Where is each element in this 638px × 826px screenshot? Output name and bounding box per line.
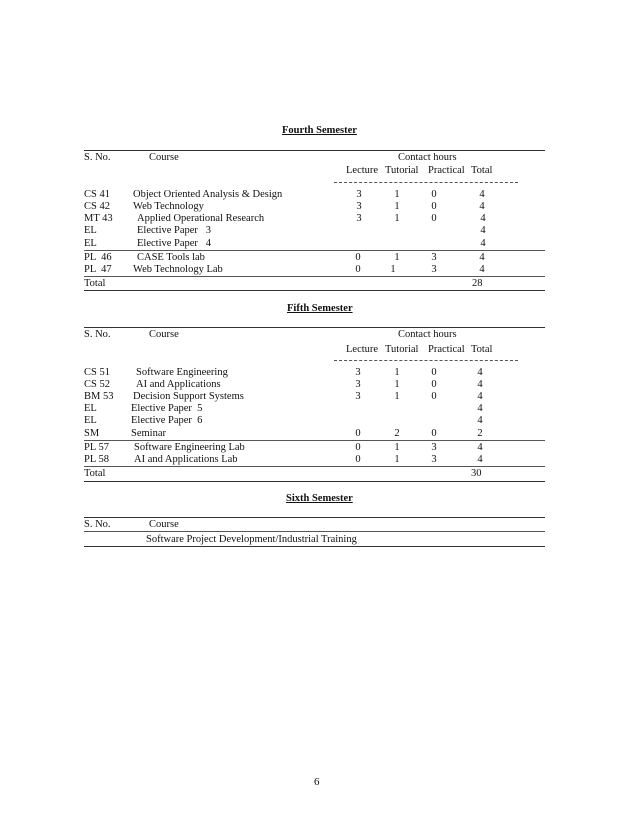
table-row-code: PL 57: [84, 442, 109, 453]
table-row-total: 4: [479, 264, 485, 275]
table-row-total: 4: [477, 367, 483, 378]
header-sno: S. No.: [84, 329, 111, 340]
table-row-lecture: 0: [355, 442, 361, 453]
header-rule: [84, 531, 545, 532]
total-separator-rule: [84, 466, 545, 467]
total-separator-rule: [84, 276, 545, 277]
table-row-total: 4: [477, 454, 483, 465]
table-row-total: 4: [477, 415, 483, 426]
header-course: Course: [149, 329, 179, 340]
table-row-total: 4: [479, 201, 485, 212]
header-sno: S. No.: [84, 152, 111, 163]
table-row-code: MT 43: [84, 213, 113, 224]
table-row-practical: 3: [431, 442, 437, 453]
header-lecture: Lecture: [346, 165, 379, 176]
table-row-code: CS 42: [84, 201, 110, 212]
total-label: Total: [84, 278, 106, 289]
header-dashed-rule: [334, 360, 518, 361]
table-row-tutorial: 1: [390, 264, 396, 275]
header-lecture: Lecture: [346, 344, 379, 355]
table-row-practical: 0: [431, 391, 437, 402]
table-row-practical: 3: [431, 454, 437, 465]
total-label: Total: [84, 468, 106, 479]
table-row-code: EL: [84, 225, 97, 236]
table-row-course: Object Oriented Analysis & Design: [133, 189, 283, 200]
table-top-rule: [84, 150, 545, 151]
table-row-code: PL 46: [84, 252, 112, 263]
table-row-course: Applied Operational Research: [137, 213, 265, 224]
table-row-tutorial: 2: [394, 428, 400, 439]
table-row-course: Elective Paper 6: [131, 415, 203, 426]
table-bottom-rule: [84, 546, 545, 547]
table-row-course: AI and Applications: [136, 379, 221, 390]
table-row-course: Decision Support Systems: [133, 391, 244, 402]
table-row-practical: 0: [431, 201, 437, 212]
table-row-course: Software Engineering Lab: [134, 442, 245, 453]
table-bottom-rule: [84, 481, 545, 482]
table-row-lecture: 3: [355, 391, 361, 402]
page-number: 6: [314, 776, 320, 788]
header-dashed-rule: [334, 182, 518, 183]
header-practical: Practical: [428, 165, 465, 176]
table-row-code: PL 47: [84, 264, 112, 275]
table-row-tutorial: 1: [394, 189, 400, 200]
table-row-practical: 0: [431, 428, 437, 439]
total-value: 30: [471, 468, 482, 479]
table-row-tutorial: 1: [394, 454, 400, 465]
fifth-semester-title: Fifth Semester: [287, 303, 353, 314]
table-row-practical: 0: [431, 189, 437, 200]
table-row-tutorial: 1: [394, 213, 400, 224]
table-row-code: EL: [84, 238, 97, 249]
table-row-course: Software Engineering: [136, 367, 228, 378]
header-contact-hours: Contact hours: [398, 152, 457, 163]
table-row-tutorial: 1: [394, 442, 400, 453]
table-row-total: 4: [479, 252, 485, 263]
header-tutorial: Tutorial: [385, 165, 419, 176]
table-row-code: CS 52: [84, 379, 110, 390]
header-sno: S. No.: [84, 519, 111, 530]
table-row-total: 4: [479, 189, 485, 200]
table-row-total: 2: [477, 428, 483, 439]
header-tutorial: Tutorial: [385, 344, 419, 355]
table-row-lecture: 0: [355, 264, 361, 275]
table-row-tutorial: 1: [394, 201, 400, 212]
table-row-total: 4: [477, 391, 483, 402]
table-row-lecture: 0: [355, 454, 361, 465]
table-row-tutorial: 1: [394, 391, 400, 402]
table-row-practical: 0: [431, 367, 437, 378]
table-row-total: 4: [480, 225, 486, 236]
header-total: Total: [471, 165, 493, 176]
table-row-lecture: 3: [355, 367, 361, 378]
table-row-code: CS 41: [84, 189, 110, 200]
header-contact-hours: Contact hours: [398, 329, 457, 340]
table-row-course: Elective Paper 4: [137, 238, 212, 249]
table-row-tutorial: 1: [394, 379, 400, 390]
table-row-lecture: 3: [356, 213, 362, 224]
total-value: 28: [472, 278, 483, 289]
table-row-total: 4: [477, 379, 483, 390]
header-practical: Practical: [428, 344, 465, 355]
table-row-lecture: 3: [355, 379, 361, 390]
table-top-rule: [84, 327, 545, 328]
table-row-lecture: 3: [356, 201, 362, 212]
table-row-course: Elective Paper 5: [131, 403, 203, 414]
table-row-code: BM 53: [84, 391, 114, 402]
table-row-code: EL: [84, 415, 97, 426]
table-top-rule: [84, 517, 545, 518]
header-course: Course: [149, 519, 179, 530]
table-row-lecture: 0: [355, 252, 361, 263]
table-row-total: 4: [480, 238, 486, 249]
table-row-practical: 3: [431, 264, 437, 275]
table-row-lecture: 3: [356, 189, 362, 200]
table-row-practical: 3: [431, 252, 437, 263]
table-row-code: SM: [84, 428, 100, 439]
header-total: Total: [471, 344, 493, 355]
table-row-course: Seminar: [131, 428, 166, 439]
table-bottom-rule: [84, 290, 545, 291]
table-row-course: Web Technology: [133, 201, 204, 212]
table-row-course: Web Technology Lab: [133, 264, 223, 275]
table-row-course: Software Project Development/Industrial Training: [146, 534, 357, 545]
table-row-practical: 0: [431, 213, 437, 224]
sixth-semester-title: Sixth Semester: [286, 493, 353, 504]
table-row-tutorial: 1: [394, 252, 400, 263]
lab-separator-rule: [84, 440, 545, 441]
table-row-total: 4: [477, 403, 483, 414]
table-row-practical: 0: [431, 379, 437, 390]
table-row-lecture: 0: [355, 428, 361, 439]
table-row-code: EL: [84, 403, 97, 414]
lab-separator-rule: [84, 250, 545, 251]
table-row-course: CASE Tools lab: [137, 252, 205, 263]
table-row-total: 4: [480, 213, 486, 224]
header-course: Course: [149, 152, 179, 163]
table-row-course: Elective Paper 3: [137, 225, 212, 236]
fourth-semester-title: Fourth Semester: [282, 125, 357, 136]
table-row-code: PL 58: [84, 454, 109, 465]
table-row-code: CS 51: [84, 367, 110, 378]
table-row-course: AI and Applications Lab: [134, 454, 238, 465]
table-row-tutorial: 1: [394, 367, 400, 378]
table-row-total: 4: [477, 442, 483, 453]
